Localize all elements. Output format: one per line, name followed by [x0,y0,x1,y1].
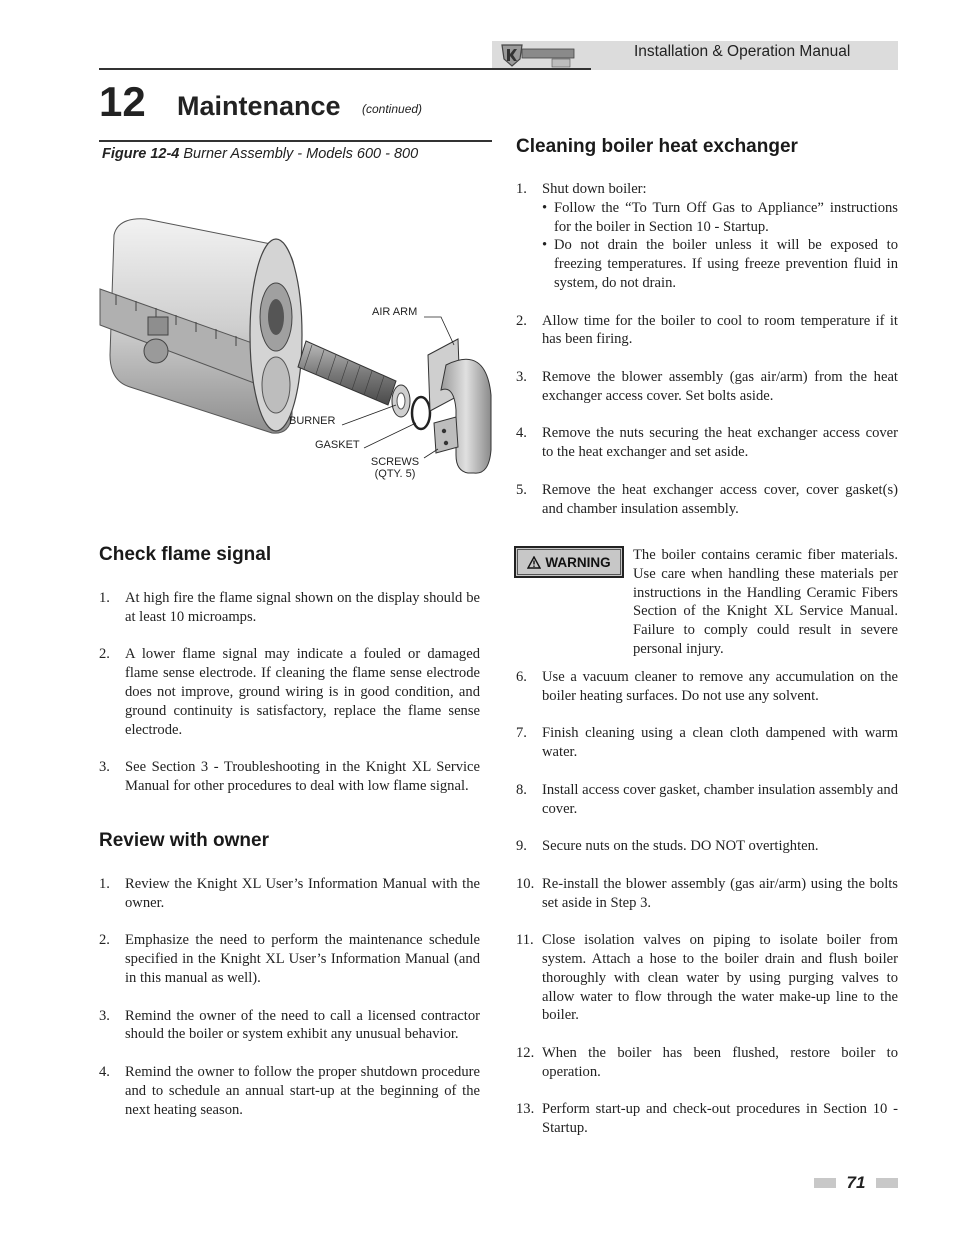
cleaning-steps-list-a [516,180,898,518]
list-item: 8. Install access cover gasket, chamber insulation assembly and cover. [516,781,898,817]
review-owner-heading: Review with owner [99,830,269,851]
list-item: 6. Use a vacuum cleaner to remove any accumulation on the boiler heating surfaces. Do not use any solvent. [516,669,898,704]
list-item: 9. Secure nuts on the studs. DO NOT overtighten. [516,838,819,855]
check-flame-heading: Check flame signal [99,544,272,565]
cleaning-steps-list-b [516,668,898,1138]
list-item: 3. Remind the owner of the need to call a licensed contractor should the boiler or system exhibit any unusual behavior. [99,1007,480,1043]
burner-assembly-illustration [96,205,496,505]
list-item: 13. Perform start-up and check-out procedures in Section 10 - Startup. [516,1101,898,1137]
section-number: 12 [99,78,146,125]
footer-bar-left [814,1178,836,1188]
figure-rule [99,140,492,142]
sub-bullet: • Follow the “To Turn Off Gas to Appliance” instructions for the boiler in Section 10 - Startup. [542,199,898,235]
manual-title: Installation & Operation Manual [634,43,851,60]
air-arm-label: AIR ARM [372,306,418,318]
list-item: 2. Emphasize the need to perform the maintenance schedule specified in the Knight XL User’s Information Manual (and in this manual as well). [99,932,480,986]
figure-caption-text: Burner Assembly - Models 600 - 800 [179,146,419,162]
figure-caption [102,146,418,162]
list-item: 2. A lower flame signal may indicate a fouled or damaged flame sense electrode. If cleaning the flame sense electrode does not improve, ground wiring is in good condition, and ground continuity is satisfactory, replace the flame sense electrode. [99,646,480,738]
burner-label: BURNER [289,415,336,427]
section-continued: (continued) [362,102,423,116]
knight-xl-logo [498,42,578,69]
list-item: 1. At high fire the flame signal shown on the display should be at least 10 microamps. [99,590,480,625]
footer-bar-right [876,1178,898,1188]
screws-label-line2: (QTY. 5) [374,468,416,480]
list-item: 3. See Section 3 - Troubleshooting in the Knight XL Service Manual for other procedures to deal with low flame signal. [99,759,480,794]
warning-label: WARNING [545,554,611,570]
sub-bullet: • Do not drain the boiler unless it will be exposed to freezing temperatures. If using freeze prevention fluid in system, do not drain. [542,237,898,291]
warning-badge [514,546,624,578]
gasket-label: GASKET [315,439,360,451]
burner-assembly-figure [96,205,496,505]
list-item: 10. Re-install the blower assembly (gas air/arm) using the bolts set aside in Step 3. [516,875,898,911]
cleaning-heading: Cleaning boiler heat exchanger [516,136,798,157]
list-item: 5. Remove the heat exchanger access cover, cover gasket(s) and chamber insulation assembly. [516,481,898,517]
list-item: 4. Remind the owner to follow the proper shutdown procedure and to schedule an annual start-up at the beginning of the next heating season. [99,1063,480,1118]
page-number: 71 [846,1173,866,1192]
list-item: 3. Remove the blower assembly (gas air/arm) from the heat exchanger access cover. Set bolts aside. [516,368,898,404]
warning-text: The boiler contains ceramic fiber materials. Use care when handling these materials per instructions in the Handling Ceramic Fibers Section of the Knight XL Service Manual. Failure to comply could result in severe personal injury. [633,547,898,657]
list-item: 1. Shut down boiler: • Follow the “To Turn Off Gas to Appliance” instructions for the boiler in Section 10 - Startup. • Do not drain the boiler unless it will be exposed to freezing temperatures. If using freeze prevention fluid in system, do not drain. [516,181,898,291]
section-title: Maintenance [177,91,341,121]
list-item: 2. Allow time for the boiler to cool to room temperature if it has been firing. [516,312,898,348]
list-item: 7. Finish cleaning using a clean cloth dampened with warm water. [516,725,898,761]
screws-label-line1: SCREWS [370,456,420,468]
check-flame-list [99,589,480,796]
list-item: 4. Remove the nuts securing the heat exchanger access cover to the heat exchanger and set aside. [516,425,898,461]
figure-caption-label: Figure 12-4 [102,146,180,162]
list-item: 11. Close isolation valves on piping to isolate boiler from system. Attach a hose to the boiler drain and flush boiler thoroughly with clean water by using purging valves to allow water to flow through the water make-up line to the boiler. [516,932,898,1024]
screws-label [368,456,422,480]
review-owner-list [99,875,480,1119]
list-item: 1. Review the Knight XL User’s Information Manual with the owner. [99,876,480,911]
list-item: 12. When the boiler has been flushed, restore boiler to operation. [516,1044,898,1080]
warning-triangle-icon [527,556,541,569]
